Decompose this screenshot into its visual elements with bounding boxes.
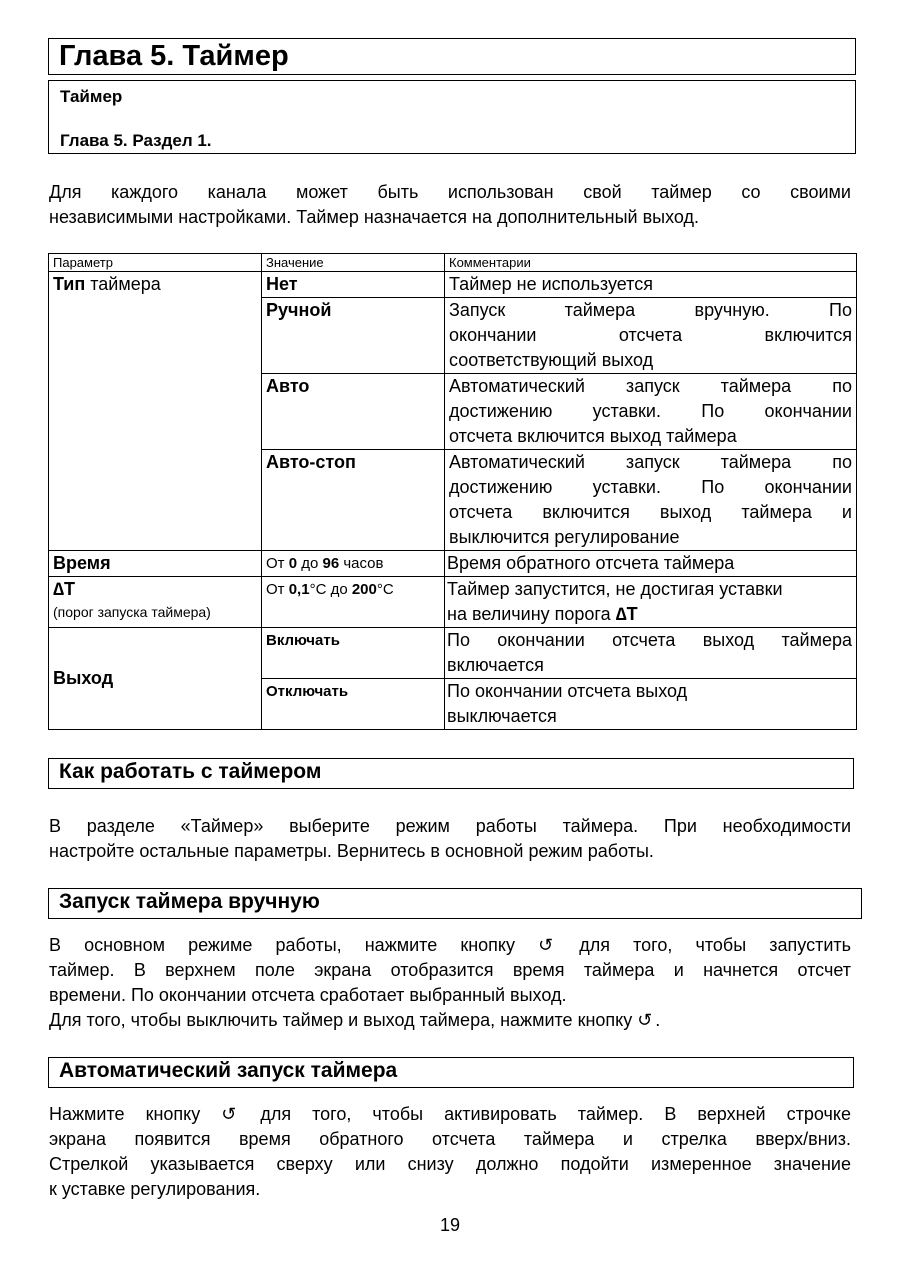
intro-line: независимыми настройками. Таймер назначается на дополнительный выход. bbox=[49, 207, 700, 227]
section-ref: Глава 5. Раздел 1. bbox=[60, 131, 212, 150]
table-header: Комментарии bbox=[445, 254, 857, 272]
param-type-cell bbox=[49, 272, 262, 551]
comment-line: По окончании отсчета выход таймера bbox=[447, 630, 852, 650]
auto-start-title-box bbox=[48, 1057, 854, 1088]
value-cell: Отключать bbox=[262, 679, 445, 730]
comment-line: достижению уставки. По окончании bbox=[449, 477, 852, 497]
comment-line: Таймер запустится, не достигая уставки bbox=[447, 579, 783, 599]
param-type-rest: таймера bbox=[85, 274, 161, 294]
comment-line: Запуск таймера вручную. По bbox=[449, 300, 852, 320]
comment-cell: Время обратного отсчета таймера bbox=[445, 551, 857, 577]
how-to-title: Как работать с таймером bbox=[59, 760, 322, 783]
paragraph-text: Нажмите кнопку bbox=[49, 1104, 201, 1124]
comment-line: соответствующий выход bbox=[449, 350, 654, 370]
dt-value-cell bbox=[262, 577, 445, 628]
paragraph-text: для того, чтобы запустить bbox=[579, 935, 851, 955]
parameter-table bbox=[48, 253, 857, 730]
paragraph-line bbox=[49, 1102, 851, 1127]
table-row bbox=[49, 628, 857, 679]
value-max: 96 bbox=[322, 555, 340, 572]
intro-paragraph bbox=[49, 180, 851, 230]
how-to-title-box bbox=[48, 758, 854, 789]
table-row bbox=[49, 577, 857, 628]
manual-start-paragraph bbox=[49, 933, 851, 1033]
table-row bbox=[49, 272, 857, 298]
time-value-cell bbox=[262, 551, 445, 577]
comment-line: выключается bbox=[447, 706, 557, 726]
intro-line: Для каждого канала может быть использован свой таймер со своими bbox=[49, 182, 851, 202]
manual-start-title: Запуск таймера вручную bbox=[59, 890, 320, 913]
value-min: 0 bbox=[288, 555, 298, 572]
comment-cell bbox=[445, 272, 857, 298]
section-box bbox=[48, 80, 856, 154]
paragraph-line: В разделе «Таймер» выберите режим работы таймера. При необходимости bbox=[49, 816, 851, 836]
paragraph-line: экрана появится время обратного отсчета таймера и стрелка вверх/вниз. bbox=[49, 1129, 851, 1149]
comment-symbol: ∆T bbox=[615, 604, 638, 624]
how-to-paragraph bbox=[49, 814, 851, 864]
param-dt: ∆T bbox=[53, 579, 76, 599]
comment-cell bbox=[445, 628, 857, 679]
comment-line: окончании отсчета включится bbox=[449, 325, 852, 345]
refresh-icon: ↺ bbox=[637, 1010, 653, 1030]
comment-line: выключится регулирование bbox=[449, 527, 680, 547]
param-time: Время bbox=[49, 551, 262, 577]
param-dt-cell bbox=[49, 577, 262, 628]
comment-cell bbox=[445, 298, 857, 374]
comment-line: отсчета включится выход таймера и bbox=[449, 502, 852, 522]
table-header-row bbox=[49, 254, 857, 272]
page-number: 19 bbox=[439, 1215, 461, 1235]
table-row bbox=[49, 551, 857, 577]
value-cell: Ручной bbox=[262, 298, 445, 374]
paragraph-line: времени. По окончании отсчета сработает выбранный выход. bbox=[49, 985, 567, 1005]
paragraph-text: В основном режиме работы, нажмите кнопку bbox=[49, 935, 515, 955]
paragraph-text: Для того, чтобы выключить таймер и выход таймера, нажмите кнопку bbox=[49, 1010, 633, 1030]
value-cell: Включать bbox=[262, 628, 445, 679]
param-type-bold: Тип bbox=[53, 274, 86, 294]
comment-line: достижению уставки. По окончании bbox=[449, 401, 852, 421]
paragraph-line bbox=[49, 933, 851, 958]
value-cell: Авто-стоп bbox=[262, 450, 445, 551]
param-output-label: Выход bbox=[53, 668, 114, 688]
comment-line: Автоматический запуск таймера по bbox=[449, 376, 852, 396]
chapter-title: Глава 5. Таймер bbox=[59, 40, 289, 72]
chapter-title-box bbox=[48, 38, 856, 75]
value-unit: часов bbox=[339, 555, 384, 572]
auto-start-title: Автоматический запуск таймера bbox=[59, 1059, 398, 1082]
value-min: 0,1 bbox=[288, 581, 310, 598]
comment-line: Таймер не используется bbox=[449, 274, 653, 294]
value-max: 200 bbox=[351, 581, 377, 598]
paragraph-line: Стрелкой указывается сверху или снизу должно подойти измеренное значение bbox=[49, 1154, 851, 1174]
comment-cell bbox=[445, 450, 857, 551]
paragraph-text: для того, чтобы активировать таймер. В верхней строчке bbox=[260, 1104, 851, 1124]
comment-line: По окончании отсчета выход bbox=[447, 681, 688, 701]
paragraph-line: таймер. В верхнем поле экрана отобразится время таймера и начнется отсчет bbox=[49, 960, 851, 980]
paragraph-text: . bbox=[655, 1010, 661, 1030]
comment-cell bbox=[445, 577, 857, 628]
comment-cell bbox=[445, 679, 857, 730]
value-cell: Авто bbox=[262, 374, 445, 450]
table-header: Значение bbox=[262, 254, 445, 272]
comment-cell bbox=[445, 374, 857, 450]
manual-start-title-box bbox=[48, 888, 862, 919]
refresh-icon: ↺ bbox=[221, 1104, 237, 1124]
paragraph-line: настройте остальные параметры. Вернитесь в основной режим работы. bbox=[49, 841, 654, 861]
value-text: От bbox=[266, 555, 289, 572]
comment-line: Автоматический запуск таймера по bbox=[449, 452, 852, 472]
comment-line bbox=[447, 602, 852, 627]
param-dt-note: (порог запуска таймера) bbox=[53, 604, 211, 620]
comment-text: на величину порога bbox=[447, 604, 616, 624]
table-header: Параметр bbox=[49, 254, 262, 272]
paragraph-line: к уставке регулирования. bbox=[49, 1179, 261, 1199]
refresh-icon: ↺ bbox=[538, 935, 554, 955]
comment-line: отсчета включится выход таймера bbox=[449, 426, 737, 446]
auto-start-paragraph bbox=[49, 1102, 851, 1202]
comment-line: включается bbox=[447, 655, 544, 675]
value-text: до bbox=[297, 555, 323, 572]
paragraph-line bbox=[49, 1008, 851, 1033]
section-name: Таймер bbox=[60, 87, 123, 106]
value-cell: Нет bbox=[262, 272, 445, 298]
param-output bbox=[49, 628, 262, 730]
value-text: °C до bbox=[309, 581, 352, 598]
value-unit: °C bbox=[376, 581, 394, 598]
value-text: От bbox=[266, 581, 289, 598]
